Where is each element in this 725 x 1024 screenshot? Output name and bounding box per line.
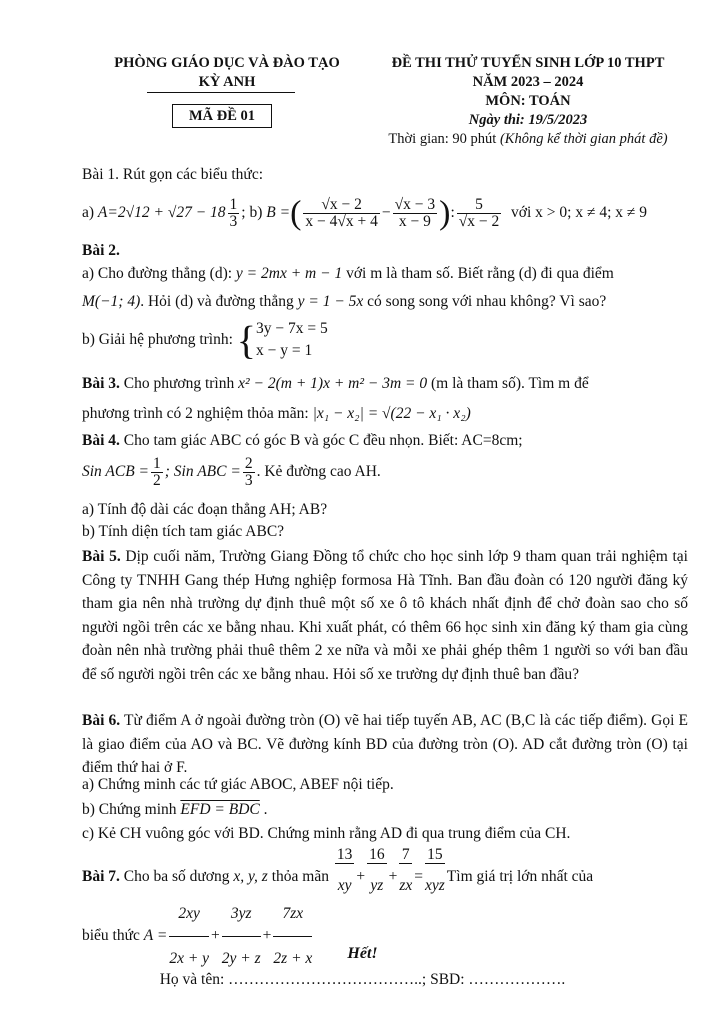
exam-date: Ngày thi: 19/5/2023: [468, 112, 588, 128]
bai4-line2: Sin ACB = $\frac{1}{2}$ ; Sin ABC = $\frac{2}{3}$ . Kẻ đường cao AH.: [82, 454, 381, 489]
end-marker: Hết!: [347, 945, 378, 962]
bai3-line1: Bài 3. Cho phương trình x² − 2(m + 1)x + m² − 3m = 0 (m là tham số). Tìm m để: [82, 375, 589, 392]
bai4-line1: Bài 4. Cho tam giác ABC có góc B và góc C đều nhọn. Biết: AC=8cm;: [82, 432, 523, 449]
bai2-a-line2: M(−1; 4). Hỏi (d) và đường thẳng y = 1 − 5x có song song với nhau không? Vì sao?: [82, 293, 607, 310]
header-divider: [147, 92, 295, 93]
bai2-b-system: b) Giải hệ phương trình: { 3y − 7x = 5 x − y = 1: [82, 317, 328, 363]
bai6-a: a) Chứng minh các tứ giác ABOC, ABEF nội tiếp.: [82, 776, 394, 793]
exam-time: Thời gian: 90 phút (Không kể thời gian phát đề): [388, 131, 668, 147]
bai5-paragraph: Bài 5. Dịp cuối năm, Trường Giang Đồng tổ chức cho học sinh lớp 9 tham quan trải nghiệm tại Công ty TNHH Gang thép Hưng nghiệp formosa Hà Tĩnh. Ban đầu đoàn có 120 người đăng ký tham gia nên nhà trường dự định thuê một số xe ô tô khách nhất định để chở đoàn sao cho số người ngồi trên các xe bằng nhau. Khi xuất phát, có thêm 66 học sinh xin đăng ký tham gia cùng đoàn nên nhà trường phải thuê thêm 2 xe nữa và mỗi xe phải ghép thêm 1 người so với ban đầu để số người ngồi trên các xe bằng nhau. Hỏi số xe trường dự định thuê ban đầu?: [82, 548, 688, 683]
exam-code-box: MÃ ĐỀ 01: [172, 104, 272, 128]
bai2-title: Bài 2.: [82, 242, 120, 259]
bai3-line2: phương trình có 2 nghiệm thỏa mãn: |x₁ − x₂| = √(22 − x₁ · x₂): [82, 405, 471, 422]
bai7-line1: Bài 7. Cho ba số dương x, y, z thỏa mãn $\frac{13}{xy}$ + $\frac{16}{yz}$ + $\frac{7}{zx}$ = $\frac{15}{\text{xyz}}$ Tìm giá trị lớn nhất của: [82, 846, 594, 894]
bai6-c: c) Kẻ CH vuông góc với BD. Chứng minh rằng AD đi qua trung điểm của CH.: [82, 825, 571, 842]
bai1-a-fraction: $\frac{1}{3}$: [229, 195, 238, 230]
bai4-a: a) Tính độ dài các đoạn thẳng AH; AB?: [82, 501, 328, 518]
exam-title: ĐỀ THI THỬ TUYỂN SINH LỚP 10 THPT NĂM 2023 – 2024 MÔN: TOÁN Ngày thi: 19/5/2023 Thời gian: 90 phút (Không kể thời gian phát đề): [368, 54, 688, 149]
bai1-expressions: a) A=2√12 + √27 − 18 $\frac{1}{3}$ ; b) B =( $\frac{√x - 2}{x - 4√x + 4}$ − $\frac{√x - 3}{x - 9}$ ): $\frac{5}{√x - 2}$ với x > 0; x ≠ 4; x ≠ 9: [82, 194, 648, 232]
bai7-line2: biểu thức A = $\frac{2xy}{2x + y}$ + $\frac{3yz}{2y + z}$ + $\frac{7zx}{2z + x}$: [82, 892, 314, 981]
department-name: PHÒNG GIÁO DỤC VÀ ĐÀO TẠO KỲ ANH: [114, 55, 340, 90]
bai6-paragraph: Bài 6. Từ điểm A ở ngoài đường tròn (O) vẽ hai tiếp tuyến AB, AC (B,C là các tiếp điểm). Gọi E là giao điểm của AO và BC. Vẽ đường kính BD của đường tròn (O). AD cắt đường tròn (O) tại điểm thứ hai ở F.: [82, 712, 688, 776]
bai4-b: b) Tính diện tích tam giác ABC?: [82, 523, 285, 540]
bai6-b: b) Chứng minh EFD = BDC .: [82, 801, 268, 818]
bai2-a-line1: a) Cho đường thẳng (d): y = 2mx + m − 1 với m là tham số. Biết rằng (d) đi qua điểm: [82, 265, 614, 282]
bai1-title: Bài 1. Rút gọn các biểu thức:: [82, 166, 264, 183]
candidate-info-line: Họ và tên: ………………………………..; SBD: ……………….: [159, 971, 566, 988]
